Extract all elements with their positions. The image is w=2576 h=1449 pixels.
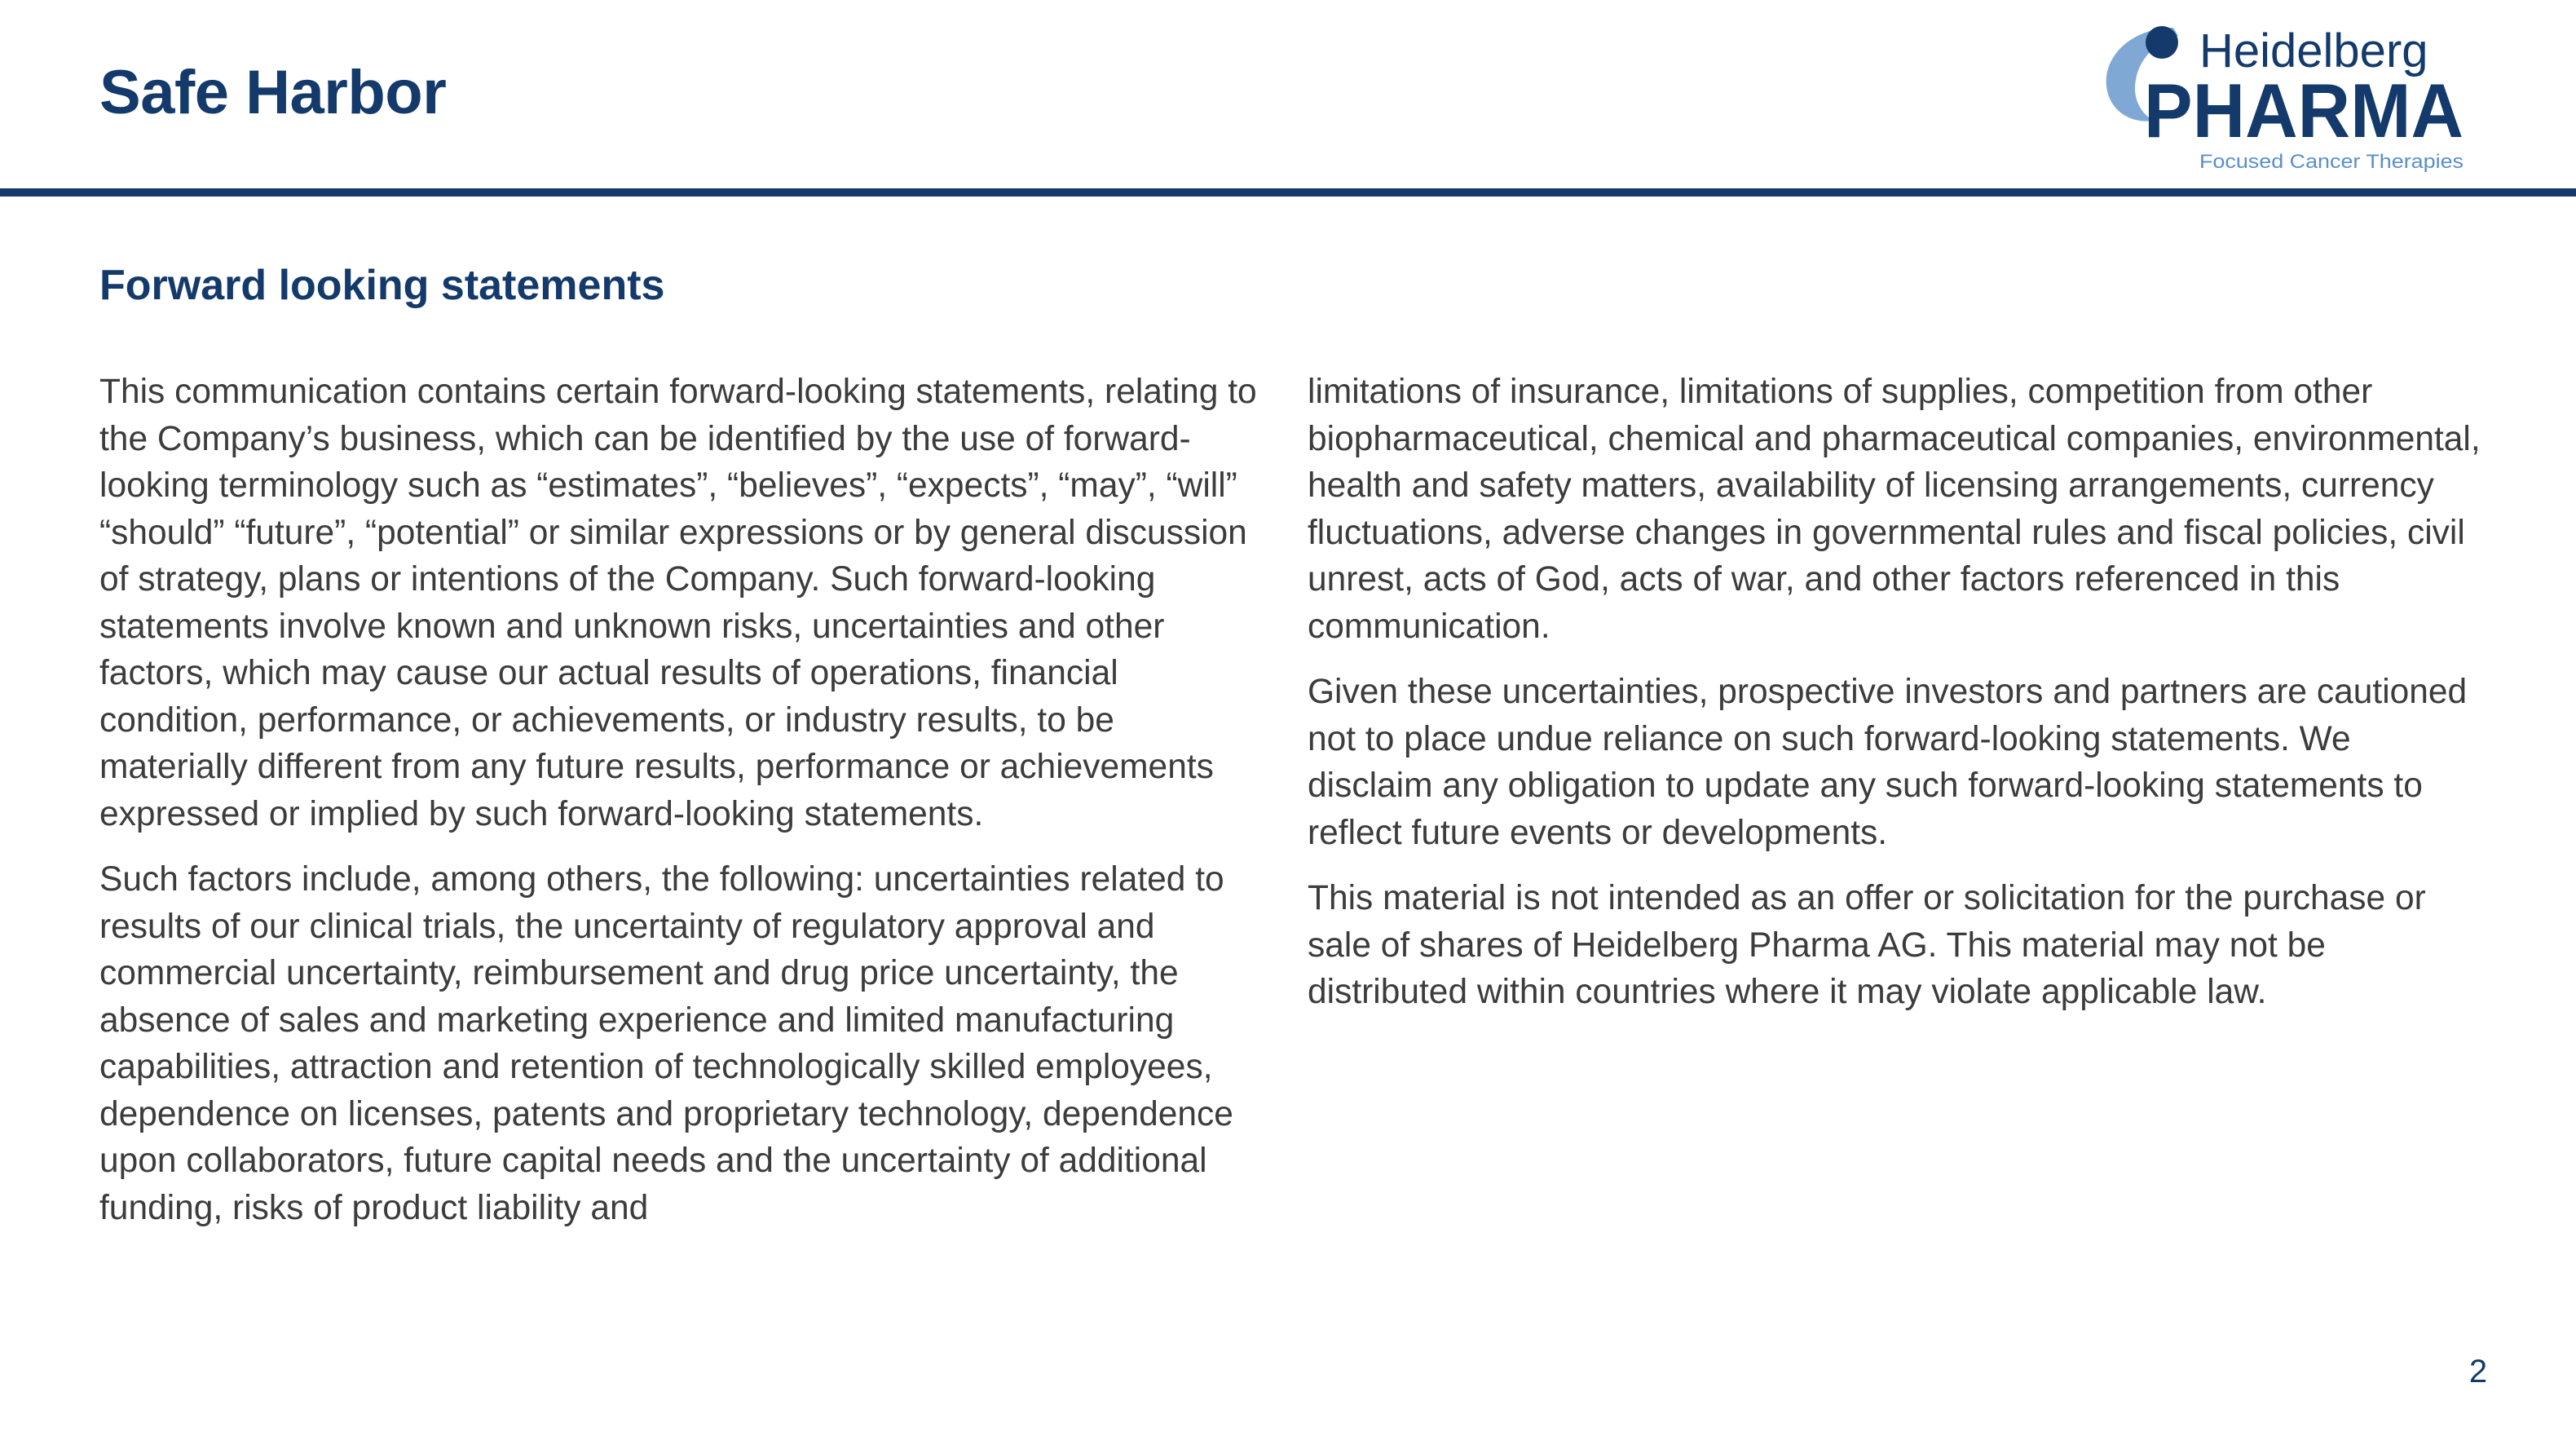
slide-title: Safe Harbor (99, 58, 447, 127)
heidelberg-pharma-logo (2100, 16, 2475, 179)
header-divider (0, 188, 2576, 197)
logo-dot-icon (2146, 26, 2178, 59)
paragraph: This material is not intended as an offer or solicitation for the purchase or sale of shares of Heidelberg Pharma AG. This material may not be distributed within countries where it may violate applicable law. (1308, 879, 2426, 1011)
paragraph: limitations of insurance, limitations of supplies, competition from other biopharmaceutical, chemical and pharmaceutical companies, environmental, health and safety matters, availability of licensing arrangements, currency fluctuations, adverse changes in governmental rules and fiscal policies, civil unrest, acts of God, acts of war, and other factors referenced in this communication. (1308, 373, 2481, 646)
section-heading: Forward looking statements (99, 262, 665, 309)
page-number: 2 (2468, 1354, 2488, 1389)
right-text-column (1308, 369, 2481, 1035)
paragraph: This communication contains certain forward-looking statements, relating to the Company’s business, which can be identified by the use of forward-looking terminology such as “estimates”, “believes”, “expects”, “may”, “will” “should” “future”, “potential” or similar expressions or by general discussion of strategy, plans or intentions of the Company. Such forward-looking statements involve known and unknown risks, uncertainties and other factors, which may cause our actual results of operations, financial condition, performance, or achievements, or industry results, to be materially different from any future results, performance or achievements expressed or implied by such forward-looking statements. (99, 373, 1257, 833)
logo-word-heidelberg: Heidelberg (2199, 24, 2428, 77)
left-text-column (99, 369, 1257, 1250)
paragraph: Such factors include, among others, the following: uncertainties related to results of our clinical trials, the uncertainty of regulatory approval and commercial uncertainty, reimbursement and drug price uncertainty, the absence of sales and marketing experience and limited manufacturing capabilities, attraction and retention of technologically skilled employees, dependence on licenses, patents and proprietary technology, dependence upon collaborators, future capital needs and the uncertainty of additional funding, risks of product liability and (99, 860, 1233, 1227)
paragraph: Given these uncertainties, prospective investors and partners are cautioned not to place undue reliance on such forward-looking statements. We disclaim any obligation to update any such forward-looking statements to reflect future events or developments. (1308, 673, 2468, 852)
logo-word-pharma: PHARMA (2144, 68, 2464, 153)
logo-tagline: Focused Cancer Therapies (2199, 151, 2464, 173)
